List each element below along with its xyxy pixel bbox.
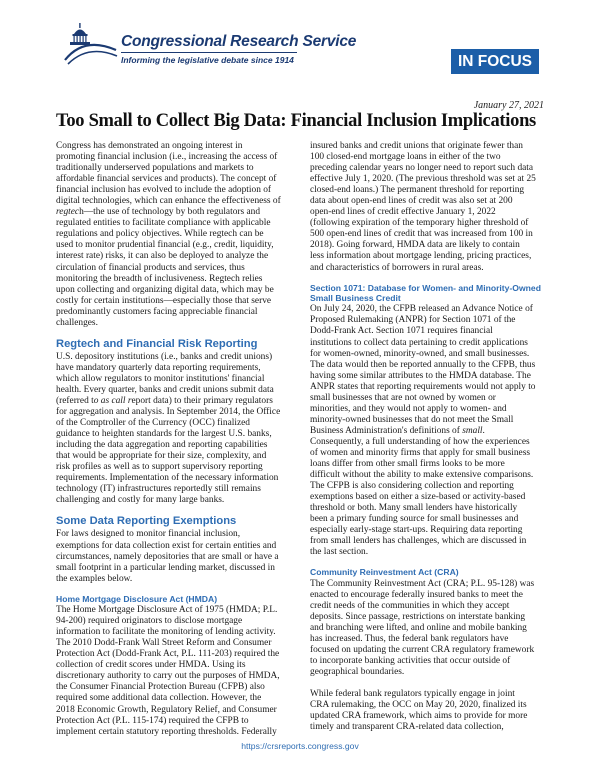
text-line: interest rate) risks, it can also be deployed to analyze the bbox=[56, 251, 269, 262]
text-line: 94-200) required originators to disclose mortgage bbox=[56, 616, 243, 627]
text-line: Protection Act (P.L. 115-174) required the CFPB to bbox=[56, 715, 249, 726]
text-line: institutions to collect data pertaining to credit applications bbox=[310, 337, 528, 348]
right-column bbox=[310, 141, 550, 733]
text-line: the last section. bbox=[310, 547, 369, 558]
text-line: timely and transparent CRA-related data collection, bbox=[310, 722, 504, 733]
text-line: effective July 1, 2020. (The previous threshold was set at 25 bbox=[310, 174, 536, 185]
text-line: of the Comptroller of the Currency (OCC) finalized bbox=[56, 418, 250, 429]
intro-paragraph bbox=[56, 141, 296, 329]
text-line: Consequently, a full understanding of how the experiences bbox=[310, 436, 530, 447]
text-line: small businesses that are not owned by women or bbox=[310, 392, 496, 403]
text-line: Protection Act (Dodd-Frank Act, P.L. 111-203) required the bbox=[56, 649, 280, 660]
text-line: preceding calendar years no longer need to report such data bbox=[310, 163, 534, 174]
text-line: especially early-stage start-ups. Requiring data reporting bbox=[310, 525, 523, 536]
text-line: for aggregation and analysis. In September 2014, the Office bbox=[56, 407, 281, 418]
text-line: The Home Mortgage Disclosure Act of 1975 (HMDA; P.L. bbox=[56, 605, 278, 616]
text-line: 100 closed-end mortgage loans in either of the two bbox=[310, 152, 501, 163]
text-line: required some additional data collection. However, the bbox=[56, 693, 262, 704]
text-line: and branching were lifted, and online and mobile banking bbox=[310, 623, 527, 634]
text-line: The Community Reinvestment Act (CRA; P.L. 95-128) was bbox=[310, 578, 535, 589]
text-line: On July 24, 2020, the CFPB released an Advance Notice of bbox=[310, 304, 533, 315]
text-line: open-end lines of credit effective January 1, 2022 bbox=[310, 207, 496, 218]
text-line: circumstances, namely depositories that are small or have a bbox=[56, 551, 279, 562]
text-line: have mandatory quarterly data reporting requirements, bbox=[56, 362, 261, 373]
text-line: loans differ from other small firms looks to be more bbox=[310, 459, 505, 470]
page-title: Too Small to Collect Big Data: Financial Inclusion Implications bbox=[56, 111, 536, 131]
text-line: credit needs of the communities in which they accept bbox=[310, 600, 510, 611]
paragraph-gap bbox=[310, 678, 550, 689]
text-line: focused on updating the current CRA regulatory framework bbox=[310, 645, 535, 656]
text-line: for women-owned, minority-owned, and small businesses. bbox=[310, 348, 530, 359]
text-line: deposits. Since passage, restrictions on interstate banking bbox=[310, 612, 526, 622]
text-line: monitoring the breadth of inclusiveness. Regtech relies bbox=[56, 273, 263, 284]
text-line: challenging and costly for many large banks. bbox=[56, 495, 225, 506]
text-line: including the data aggregation and reporting capabilities bbox=[56, 440, 268, 451]
text-line: enacted to encourage federally insured banks to meet the bbox=[310, 589, 523, 600]
brand-tagline: Informing the legislative debate since 1914 bbox=[121, 55, 294, 65]
text-line: to incorporate banking activities that occur outside of bbox=[310, 656, 511, 667]
text-line: predominantly customers facing appreciable financial bbox=[56, 306, 258, 317]
regtech-paragraph bbox=[56, 352, 296, 507]
cra-heading: Community Reinvestment Act (CRA) bbox=[310, 567, 459, 578]
text-line: guidance to heighten standards for the largest U.S. banks, bbox=[56, 429, 272, 440]
text-line: minority-owned businesses that do not meet the Small bbox=[310, 414, 514, 425]
text-line: (following expiration of the temporary higher threshold of bbox=[310, 218, 529, 229]
text-line: circulation of financial products and services, thus bbox=[56, 262, 245, 273]
text-line: The CFPB is also considering collection and reporting bbox=[310, 481, 514, 492]
cra-paragraph-2 bbox=[310, 689, 550, 733]
text-line: challenges. bbox=[56, 317, 98, 328]
text-line: risk profiles as well as to support supervisory reporting bbox=[56, 462, 263, 473]
text-line: U.S. depository institutions (i.e., banks and credit unions) bbox=[56, 351, 273, 362]
text-line: used to monitor prudential financial (e.g., credit, liquidity, bbox=[56, 240, 274, 251]
brand-name: Congressional Research Service bbox=[121, 33, 357, 50]
text-line: minorities, and they would not apply to women- and bbox=[310, 403, 507, 414]
text-line: (referred to as call report data) to their primary regulators bbox=[56, 395, 273, 406]
text-line: the examples below. bbox=[56, 573, 133, 584]
text-line: of women and minority firms that apply for small business bbox=[310, 447, 531, 458]
text-line: small footprint in a particular lending market, discussed in bbox=[56, 562, 275, 573]
hmda-paragraph bbox=[56, 605, 296, 738]
text-line: traditionally underserved populations and markets to bbox=[56, 163, 254, 174]
text-line: regtech—the use of technology by both regulators and bbox=[56, 207, 261, 218]
text-line: data about open-end lines of credit was also set at 200 bbox=[310, 196, 513, 207]
text-line: The 2010 Dodd-Frank Wall Street Reform and Consumer bbox=[56, 638, 272, 649]
text-line: closed-end loans.) The permanent threshold for reporting bbox=[310, 185, 525, 196]
left-column bbox=[56, 141, 296, 738]
text-line: CRA rulemaking, the OCC on May 20, 2020, finalized its bbox=[310, 700, 527, 711]
text-line: ANPR states that reporting requirements would not apply to bbox=[310, 381, 536, 392]
text-line: requirements. Implementation of the necessary information bbox=[56, 473, 279, 484]
text-line: threshold or both. Many small lenders have historically bbox=[310, 503, 518, 514]
text-line: regulated entities to facilitate compliance with applicable bbox=[56, 218, 271, 229]
text-line: digital technologies, which can enhance the effectiveness of bbox=[56, 196, 281, 207]
text-line: financial inclusion has evolved to include the adoption of bbox=[56, 185, 272, 196]
text-line: While federal bank regulators typically engage in joint bbox=[310, 689, 515, 700]
text-line: upon collecting and organizing digital data, which may be bbox=[56, 284, 274, 295]
text-line: Congress has demonstrated an ongoing interest in bbox=[56, 141, 243, 151]
capitol-dome-logo bbox=[62, 20, 118, 66]
publication-date: January 27, 2021 bbox=[473, 100, 544, 111]
text-line: from small lenders has challenges, which are discussed in bbox=[310, 536, 527, 547]
text-line: promoting financial inclusion (i.e., increasing the access of bbox=[56, 152, 278, 163]
exemptions-paragraph bbox=[56, 529, 296, 584]
section-1071-heading: Section 1071: Database for Women- and Minority-Owned Small Business Credit bbox=[310, 282, 541, 303]
text-line: which allow regulators to monitor institutions' financial bbox=[56, 373, 265, 384]
regtech-heading: Regtech and Financial Risk Reporting bbox=[56, 337, 258, 350]
text-line: health. Every quarter, banks and credit unions submit data bbox=[56, 384, 274, 395]
report-header bbox=[0, 0, 600, 96]
text-line: less information about mortgage lending, pricing practices, bbox=[310, 251, 532, 262]
text-line: Proposed Rulemaking (ANPR) for Section 1071 of the bbox=[310, 315, 516, 326]
text-line: technology (IT) infrastructures reportedly still remains bbox=[56, 484, 261, 495]
text-line: information to facilitate the monitoring of lending activity. bbox=[56, 627, 276, 638]
text-line: Business Administration's definitions of small. bbox=[310, 425, 485, 436]
text-line: collection of credit scores under HMDA. Using its bbox=[56, 660, 246, 671]
text-line: The data would then be reported annually to the CFPB, thus bbox=[310, 359, 536, 370]
text-line: discretionary authority to carry out the purposes of HMDA, bbox=[56, 671, 280, 682]
text-line: 500 open-end lines of credit that was increased from 100 in bbox=[310, 229, 533, 240]
brand-divider bbox=[121, 52, 297, 53]
text-line: that would be appropriate for their size, complexity, and bbox=[56, 451, 267, 462]
hmda-heading: Home Mortgage Disclosure Act (HMDA) bbox=[56, 593, 218, 604]
text-line: has increased. Thus, the federal bank regulators have bbox=[310, 634, 509, 645]
text-line: having some similar attributes to the HMDA database. The bbox=[310, 370, 531, 381]
text-line: the Consumer Financial Protection Bureau (CFPB) also bbox=[56, 682, 265, 693]
exemptions-heading: Some Data Reporting Exemptions bbox=[56, 515, 237, 528]
section-1071-paragraph bbox=[310, 304, 550, 558]
footer-url-link[interactable]: https://crsreports.congress.gov bbox=[241, 741, 359, 751]
hmda-continued-paragraph bbox=[310, 141, 550, 274]
text-line: insured banks and credit unions that originate fewer than bbox=[310, 141, 523, 151]
text-line: difficult without the ability to make extensive comparisons. bbox=[310, 470, 534, 481]
text-line: updated CRA framework, which aims to provide for more bbox=[310, 711, 528, 722]
text-line: affordable financial services and products). The concept of bbox=[56, 174, 277, 185]
text-line: regulations and policy objectives. While regtech can be bbox=[56, 229, 264, 240]
text-line: For laws designed to monitor financial inclusion, bbox=[56, 529, 241, 540]
text-line: costly for certain institutions—especially those that serve bbox=[56, 295, 272, 306]
text-line: 2018). Going forward, HMDA data are likely to contain bbox=[310, 240, 520, 251]
text-line: been a primary funding source for small businesses and bbox=[310, 514, 519, 525]
text-line: geographical boundaries. bbox=[310, 667, 405, 678]
text-line: exemptions for data collection exist for certain entities and bbox=[56, 540, 277, 551]
in-focus-badge: IN FOCUS bbox=[451, 49, 539, 74]
text-line: 2018 Economic Growth, Regulatory Relief, and Consumer bbox=[56, 704, 277, 715]
text-line: and characteristics of borrowers in rural areas. bbox=[310, 262, 484, 273]
text-line: Dodd-Frank Act. Section 1071 requires financial bbox=[310, 326, 493, 337]
text-line: implement certain statutory reporting thresholds. Federally bbox=[56, 726, 277, 737]
text-line: exemptions based on either a size-based or activity-based bbox=[310, 492, 526, 503]
cra-paragraph bbox=[310, 579, 550, 678]
